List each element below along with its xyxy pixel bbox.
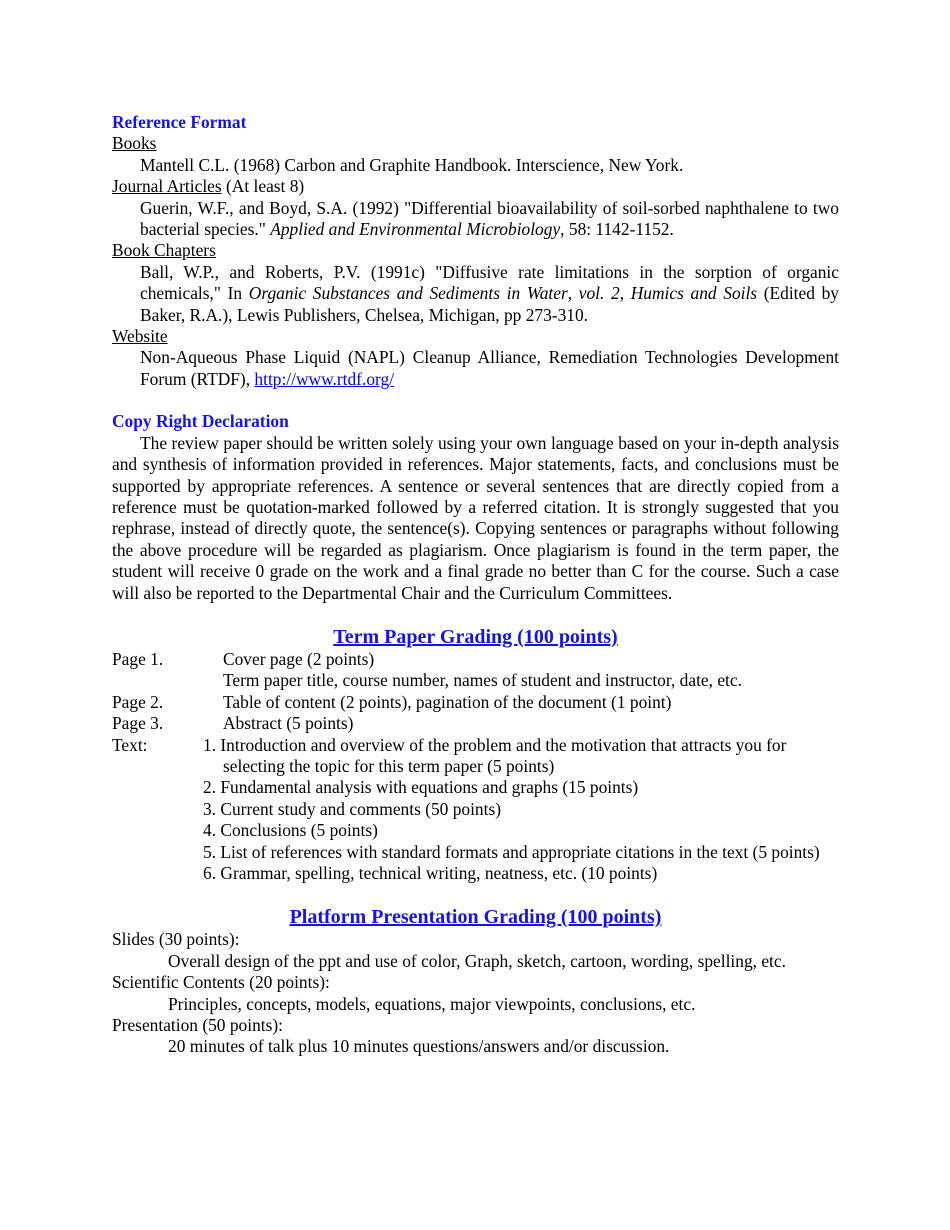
talk-label: Presentation (50 points): xyxy=(112,1015,283,1036)
talk-text: 20 minutes of talk plus 10 minutes questions/answers and/or discussion. xyxy=(168,1036,670,1057)
term-paper-title: Term Paper Grading (100 points) xyxy=(333,625,618,648)
list-item: 3. Current study and comments (50 points) xyxy=(203,798,502,819)
row-label: Text: xyxy=(112,734,148,755)
reference-heading: Reference Format xyxy=(112,112,247,132)
list-item: 5. List of references with standard formats and appropriate citations in the text (5 points) xyxy=(203,841,820,862)
table-row xyxy=(112,777,839,798)
chapter-entry-text: Ball, W.P., and Roberts, P.V. (1991c) "Diffusive rate limitations in the sorption of organic chemicals," In xyxy=(140,261,839,304)
table-row xyxy=(112,670,839,691)
books-entry: Mantell C.L. (1968) Carbon and Graphite Handbook. Interscience, New York. xyxy=(140,154,684,175)
row-text: Cover page (2 points) xyxy=(223,648,375,669)
journals-note: (At least 8) xyxy=(221,176,305,197)
website-label: Website xyxy=(112,326,168,347)
list-item: 1. Introduction and overview of the problem and the motivation that attracts you for selecting the topic for this term paper (5 points) xyxy=(203,734,787,776)
journal-entry-tail: , 58: 1142-1152. xyxy=(560,219,674,240)
term-paper-table xyxy=(112,649,839,884)
row-text: Term paper title, course number, names of student and instructor, date, etc. xyxy=(223,670,742,691)
science-label: Scientific Contents (20 points): xyxy=(112,972,330,993)
row-label: Page 3. xyxy=(112,713,164,734)
journals-label: Journal Articles xyxy=(112,176,222,197)
journal-entry xyxy=(112,198,839,241)
copyright-heading: Copy Right Declaration xyxy=(112,411,289,432)
table-row xyxy=(112,842,839,863)
rtdf-link[interactable]: http://www.rtdf.org/ xyxy=(254,368,395,389)
row-label xyxy=(112,670,223,691)
content xyxy=(112,112,839,1058)
chapter-entry-tail: (Edited by Baker, R.A.), Lewis Publishers, Chelsea, Michigan, pp 273-310. xyxy=(140,283,839,325)
journal-entry-text: Guerin, W.F., and Boyd, S.A. (1992) "Differential bioavailability of soil-sorbed naphthalene to two bacterial species." xyxy=(140,197,839,240)
journal-name: Applied and Environmental Microbiology xyxy=(270,219,561,240)
science-text: Principles, concepts, models, equations, major viewpoints, conclusions, etc. xyxy=(168,993,696,1014)
row-label: Page 1. xyxy=(112,648,164,669)
copyright-body: The review paper should be written solely using your own language based on your in-depth analysis and synthesis of information provided in references. Major statements, facts, and conclusions must be supported by appropriate references. A sentence or several sentences that are directly copied from a reference must be quotation-marked followed by a referred citation. It is strongly suggested that you rephrase, instead of directly quote, the sentence(s). Copying sentences or paragraphs without following the above procedure will be regarded as plagiarism. Once plagiarism is found in the term paper, the student will receive 0 grade on the work and a final grade no better than C for the course. Such a case will also be reported to the Departmental Chair and the Curriculum Committees. xyxy=(112,432,839,603)
table-row xyxy=(112,692,839,713)
website-entry xyxy=(112,347,839,390)
chapter-volume: vol. 2, Humics and Soils xyxy=(578,283,758,304)
table-row xyxy=(112,713,839,734)
books-label: Books xyxy=(112,133,157,154)
row-label: Page 2. xyxy=(112,691,164,712)
row-text: Abstract (5 points) xyxy=(223,713,354,734)
table-row xyxy=(112,649,839,670)
list-item: 4. Conclusions (5 points) xyxy=(203,820,378,841)
table-row xyxy=(112,799,839,820)
slides-label: Slides (30 points): xyxy=(112,929,240,950)
chapter-sep: , xyxy=(567,283,579,304)
table-row xyxy=(112,863,839,884)
slides-text: Overall design of the ppt and use of color, Graph, sketch, cartoon, wording, spelling, etc. xyxy=(168,950,786,971)
list-item: 2. Fundamental analysis with equations and graphs (15 points) xyxy=(203,777,639,798)
chapters-label: Book Chapters xyxy=(112,240,216,261)
website-entry-text: Non-Aqueous Phase Liquid (NAPL) Cleanup Alliance, Remediation Technologies Development Forum (RTDF), xyxy=(140,347,839,389)
chapter-entry xyxy=(112,262,839,326)
chapter-book-title: Organic Substances and Sediments in Water xyxy=(248,283,568,304)
row-text: Table of content (2 points), pagination of the document (1 point) xyxy=(223,691,672,712)
table-row xyxy=(112,735,839,778)
journals-line xyxy=(112,176,839,197)
presentation-title: Platform Presentation Grading (100 points) xyxy=(289,906,662,929)
list-item: 6. Grammar, spelling, technical writing, neatness, etc. (10 points) xyxy=(203,863,658,883)
table-row xyxy=(112,820,839,841)
